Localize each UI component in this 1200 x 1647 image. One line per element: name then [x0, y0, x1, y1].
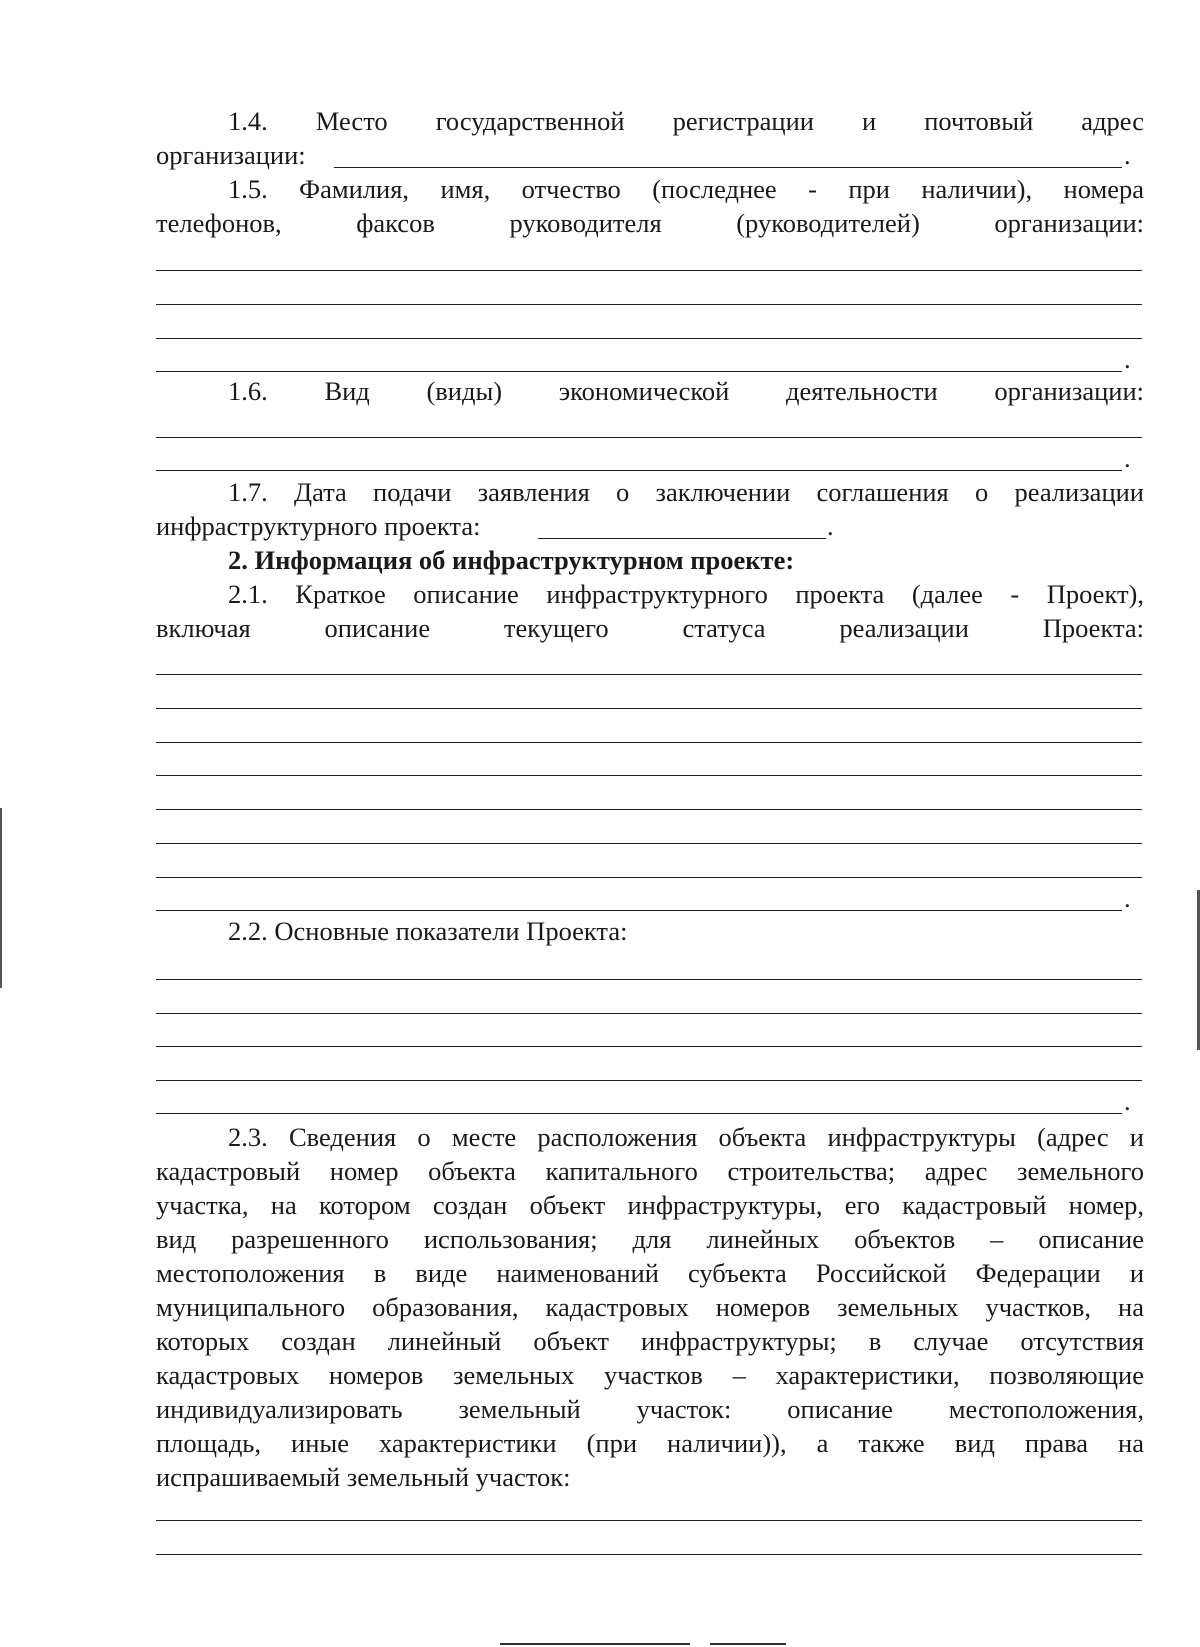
section-2-3-line-2: кадастровый номер объекта капитального строительства; адрес земельного [156, 1156, 1144, 1186]
page-number-fragment-2 [710, 1643, 786, 1645]
section-2-3-line-3: участка, на котором создан объект инфраструктуры, его кадастровый номер, [156, 1190, 1144, 1220]
section-2-3-line-4: вид разрешенного использования; для линейных объектов – описание [156, 1224, 1144, 1254]
section-2-3-line-1: 2.3. Сведения о месте расположения объекта инфраструктуры (адрес и [228, 1122, 1144, 1152]
fill-line-activity-2[interactable] [156, 470, 1122, 471]
fill-line-desc-2[interactable] [156, 708, 1142, 709]
section-2-3-line-5: местоположения в виде наименований субъекта Российской Федерации и [156, 1258, 1144, 1288]
fill-line-address[interactable] [334, 167, 1122, 168]
fill-line-indicators-3[interactable] [156, 1046, 1142, 1047]
page-number-fragment [500, 1643, 690, 1645]
fill-line-head-3[interactable] [156, 338, 1142, 339]
section-1-4-line-1: 1.4. Место государственной регистрации и почтовый адрес [228, 106, 1144, 136]
fill-line-indicators-1[interactable] [156, 979, 1142, 980]
fill-line-head-1[interactable] [156, 270, 1142, 271]
fill-line-date[interactable] [538, 538, 826, 539]
fill-line-desc-7[interactable] [156, 877, 1142, 878]
scan-edge-mark-left [0, 808, 2, 988]
fill-line-activity-1[interactable] [156, 437, 1142, 438]
fill-line-head-2[interactable] [156, 304, 1142, 305]
period: . [1124, 140, 1131, 170]
section-1-6-line-1: 1.6. Вид (виды) экономической деятельности организации: [228, 376, 1144, 406]
period: . [827, 511, 834, 541]
fill-line-indicators-2[interactable] [156, 1013, 1142, 1014]
period: . [1124, 1086, 1131, 1116]
section-2-3-line-6: муниципального образования, кадастровых номеров земельных участков, на [156, 1292, 1144, 1322]
fill-line-indicators-4[interactable] [156, 1080, 1142, 1081]
section-2-3-line-9: индивидуализировать земельный участок: описание местоположения, [156, 1394, 1144, 1424]
fill-line-desc-3[interactable] [156, 742, 1142, 743]
fill-line-location-1[interactable] [156, 1520, 1142, 1521]
section-1-5-line-2: телефонов, факсов руководителя (руководителей) организации: [156, 208, 1144, 238]
period: . [1124, 883, 1131, 913]
section-2-3-line-7: которых создан линейный объект инфраструктуры; в случае отсутствия [156, 1326, 1144, 1356]
fill-line-head-4[interactable] [156, 371, 1122, 372]
section-2-3-line-8: кадастровых номеров земельных участков – характеристики, позволяющие [156, 1360, 1144, 1390]
fill-line-location-2[interactable] [156, 1554, 1142, 1555]
period: . [1124, 344, 1131, 374]
fill-line-desc-8[interactable] [156, 910, 1122, 911]
fill-line-desc-1[interactable] [156, 674, 1142, 675]
section-2-1-line-2: включая описание текущего статуса реализации Проекта: [156, 613, 1144, 643]
fill-line-desc-4[interactable] [156, 775, 1142, 776]
section-2-heading: 2. Информация об инфраструктурном проекте: [228, 545, 795, 575]
section-2-2-line-1: 2.2. Основные показатели Проекта: [228, 916, 628, 946]
fill-line-desc-5[interactable] [156, 809, 1142, 810]
fill-line-desc-6[interactable] [156, 843, 1142, 844]
section-1-5-line-1: 1.5. Фамилия, имя, отчество (последнее - при наличии), номера [228, 174, 1144, 204]
section-2-3-line-10: площадь, иные характеристики (при наличии)), а также вид права на [156, 1428, 1144, 1458]
section-1-7-label: инфраструктурного проекта: [156, 511, 481, 541]
fill-line-indicators-5[interactable] [156, 1113, 1122, 1114]
section-2-1-line-1: 2.1. Краткое описание инфраструктурного проекта (далее - Проект), [228, 579, 1144, 609]
section-1-4-label: организации: [156, 140, 306, 170]
period: . [1124, 443, 1131, 473]
section-1-7-line-1: 1.7. Дата подачи заявления о заключении соглашения о реализации [228, 477, 1144, 507]
section-2-3-line-11: испрашиваемый земельный участок: [156, 1462, 571, 1492]
